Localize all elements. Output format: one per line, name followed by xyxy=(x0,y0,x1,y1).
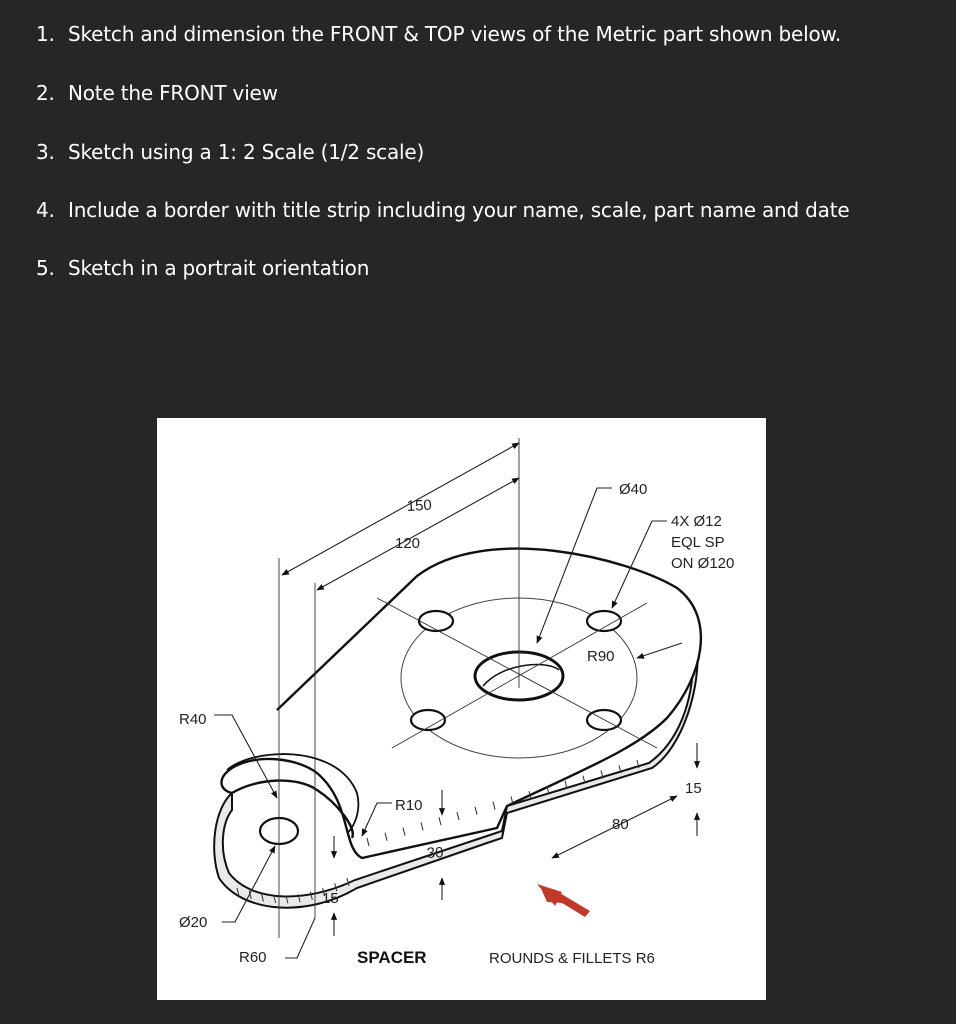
instruction-number: 4. xyxy=(36,198,55,222)
part-top-face xyxy=(221,549,700,858)
dim-150-label: 150 xyxy=(406,496,433,515)
instruction-text: Sketch in a portrait orientation xyxy=(68,256,370,280)
dim-r60-label: R60 xyxy=(239,949,267,966)
holes-note-line3: ON Ø120 xyxy=(671,555,735,572)
instruction-number: 5. xyxy=(36,256,55,280)
dim-15-left-label: 15 xyxy=(322,890,339,907)
hole-3 xyxy=(411,710,445,730)
spacer-isometric-drawing xyxy=(157,418,766,1000)
dim-r90-label: R90 xyxy=(587,648,615,665)
dim-120-label: 120 xyxy=(395,535,421,552)
instruction-number: 1. xyxy=(36,22,55,46)
red-arrow-icon xyxy=(537,884,590,917)
holes-note-line2: EQL SP xyxy=(671,534,725,551)
dim-r40-label: R40 xyxy=(179,711,207,728)
rounds-fillets-note: ROUNDS & FILLETS R6 xyxy=(489,950,655,967)
dim-r10-label: R10 xyxy=(395,797,423,814)
dim-80-label: 80 xyxy=(612,816,629,833)
spacer-drawing-panel xyxy=(157,418,766,1000)
instruction-2 xyxy=(36,79,278,107)
dim-15-right-label: 15 xyxy=(685,780,702,797)
instruction-number: 3. xyxy=(36,140,55,164)
part-title: SPACER xyxy=(357,948,427,967)
dim-30-label: 30 xyxy=(426,844,444,862)
dim-dia40-label: Ø40 xyxy=(619,481,648,498)
holes-note-line1: 4X Ø12 xyxy=(671,513,722,530)
instruction-3 xyxy=(36,138,424,166)
instruction-number: 2. xyxy=(36,81,55,105)
hole-1 xyxy=(419,611,453,631)
instruction-text: Include a border with title strip including your name, scale, part name and date xyxy=(68,198,850,222)
instruction-1 xyxy=(36,20,841,48)
instruction-text: Sketch using a 1: 2 Scale (1/2 scale) xyxy=(68,140,425,164)
dim-dia20-label: Ø20 xyxy=(179,914,208,931)
instruction-4 xyxy=(36,196,849,224)
instruction-5 xyxy=(36,254,369,282)
instruction-text: Sketch and dimension the FRONT & TOP views of the Metric part shown below. xyxy=(68,22,842,46)
instruction-text: Note the FRONT view xyxy=(68,81,278,105)
